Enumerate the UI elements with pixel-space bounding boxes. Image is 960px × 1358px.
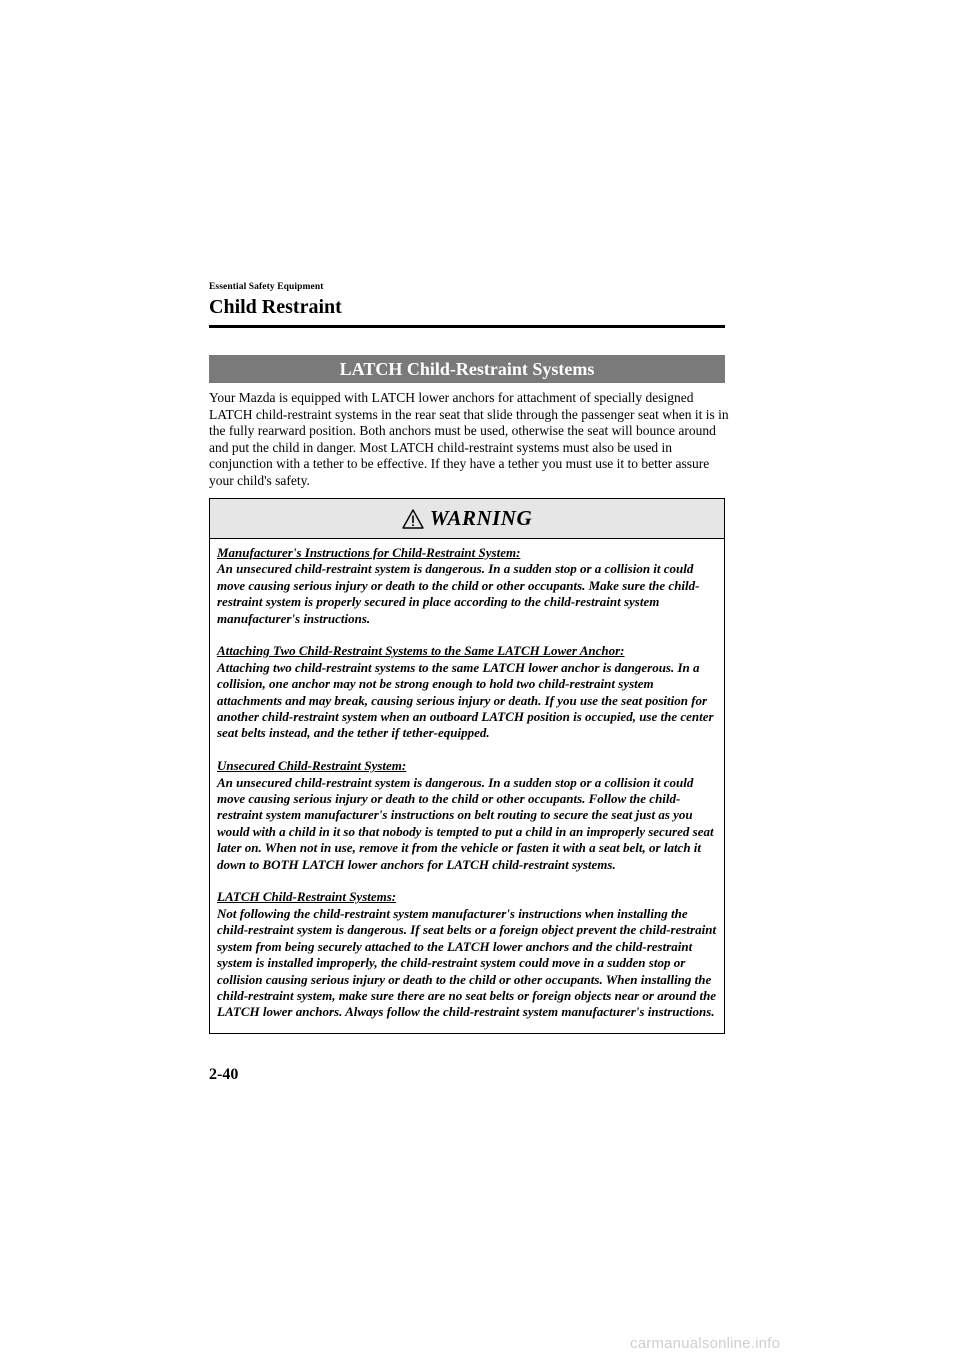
warning-item-title: LATCH Child-Restraint Systems: [217,889,397,905]
warning-item [217,545,719,627]
warning-item-title: Attaching Two Child-Restraint Systems to the Same LATCH Lower Anchor: [217,643,625,659]
warning-title: WARNING [429,506,533,530]
section-heading: LATCH Child-Restraint Systems [209,355,725,383]
warning-item-text: Not following the child-restraint system manufacturer's instructions when installing the child-restraint system is dangerous. If seat belts or a foreign object prevent the child-restraint system from being securely attached to the LATCH lower anchors and the child-restraint system is installed improperly, the child-restraint system could move in a sudden stop or collision causing serious injury or death to the child or other occupants. When installing the child-restraint system, make sure there are no seat belts or foreign objects near or around the LATCH lower anchors. Always follow the child-restraint system manufacturer's instructions. [217,905,717,1020]
warning-item [217,889,719,1020]
page-number: 2-40 [209,1066,239,1083]
warning-item-text: An unsecured child-restraint system is dangerous. In a sudden stop or a collision it could move causing serious injury or death to the child or other occupants. Make sure the child-restraint system is properly secured in place according to the child-restraint system manufacturer's instructions. [217,561,700,626]
warning-item-text: Attaching two child-restraint systems to the same LATCH lower anchor is dangerous. In a collision, one anchor may not be strong enough to hold two child-restraint system attachments and may break, causing serious injury or death. If you use the seat position for another child-restraint system when an outboard LATCH position is occupied, use the center seat belts instead, and the tether if tether-equipped. [217,659,714,741]
warning-item [217,758,719,873]
page-title: Child Restraint [209,296,342,318]
warning-box [209,498,725,1034]
warning-item-title: Manufacturer's Instructions for Child-Restraint System: [217,545,521,560]
warning-item-title: Unsecured Child-Restraint System: [217,758,407,774]
watermark-link[interactable]: carmanualsonline.info [630,1335,781,1352]
title-rule [209,325,725,328]
warning-triangle-icon [402,509,424,529]
intro-paragraph: Your Mazda is equipped with LATCH lower anchors for attachment of specially designed LATCH child-restraint systems in the rear seat that slide through the passenger seat when it is in the fully rearward position. Both anchors must be used, otherwise the seat will bounce around and put the child in danger. Most LATCH child-restraint systems must also be used in conjunction with a tether to be effective. If they have a tether you must use it to better assure your child's safety. [209,390,729,488]
warning-header [210,499,724,539]
section-label: Essential Safety Equipment [209,282,324,292]
warning-item [217,643,719,741]
warning-item-text: An unsecured child-restraint system is dangerous. In a sudden stop or a collision it could move causing serious injury or death to the child or other occupants. Follow the child-restraint system manufacturer's instructions on belt routing to secure the seat just as you would with a child in it so that nobody is tempted to put a child in an improperly secured seat later on. When not in use, remove it from the vehicle or fasten it with a seat belt, or latch it down to BOTH LATCH lower anchors for LATCH child-restraint systems. [217,774,714,872]
warning-body [210,539,724,1021]
